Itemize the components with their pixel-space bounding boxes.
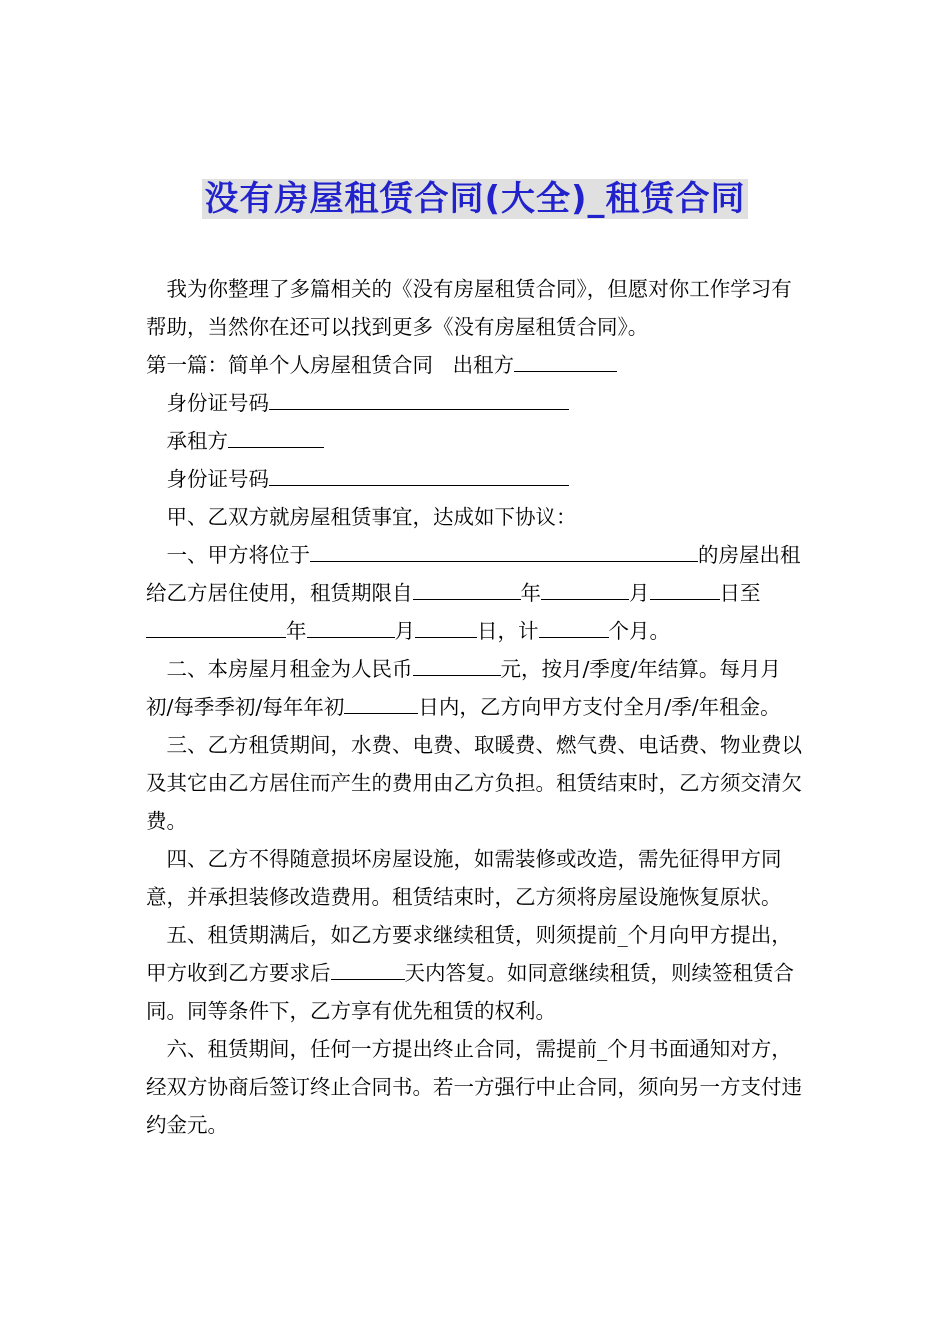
id-blank-1[interactable]	[269, 387, 569, 410]
end-year-blank[interactable]	[146, 615, 286, 638]
lessee-blank[interactable]	[228, 425, 324, 448]
address-blank[interactable]	[310, 539, 698, 562]
clause-1-year-2: 年	[286, 619, 307, 643]
clause-1-month-2: 月	[394, 619, 415, 643]
clause-1-day-2: 日，计	[477, 619, 539, 643]
lessee-label: 承租方	[166, 429, 228, 453]
section-heading-line	[146, 346, 808, 384]
agreement-line: 甲、乙双方就房屋租赁事宜，达成如下协议：	[166, 505, 577, 529]
months-blank[interactable]	[539, 615, 609, 638]
clause-1-day-1: 日至	[719, 581, 761, 605]
id-line-2	[146, 460, 808, 498]
intro-paragraph: 我为你整理了多篇相关的《没有房屋租赁合同》，但愿对你工作学习有帮助，当然你在还可以找到更多《没有房屋租赁合同》。	[146, 277, 792, 339]
start-month-blank[interactable]	[541, 577, 629, 600]
document-title-text: 没有房屋租赁合同(大全)_租赁合同	[204, 179, 746, 219]
start-year-blank[interactable]	[413, 577, 521, 600]
id-label-2: 身份证号码	[166, 467, 269, 491]
clause-2	[146, 650, 808, 726]
clause-5-text-b: 天内答复。如同意继续租赁，则续签租赁合同。同等条件下，乙方享有优先租赁的权利。	[146, 961, 794, 1023]
clause-5	[146, 916, 808, 1030]
clause-2-text-c: 日内，乙方向甲方支付全月/季/年租金。	[418, 695, 781, 719]
document-body	[146, 270, 808, 1144]
clause-2-text-b: 元，按月/季度/年结算。每月月初/每季季初/每年年初	[146, 657, 781, 719]
id-line-1	[146, 384, 808, 422]
clause-6: 六、租赁期间，任何一方提出终止合同，需提前_个月书面通知对方，经双方协商后签订终止合同书。若一方强行中止合同，须向另一方支付违约金元。	[146, 1037, 802, 1137]
clause-1-end: 个月。	[608, 619, 670, 643]
rent-blank[interactable]	[413, 653, 501, 676]
clause-1	[146, 536, 808, 650]
payment-days-blank[interactable]	[344, 691, 418, 714]
clause-4: 四、乙方不得随意损坏房屋设施，如需装修或改造，需先征得甲方同意，并承担装修改造费用。租赁结束时，乙方须将房屋设施恢复原状。	[146, 847, 782, 909]
lessee-line	[146, 422, 808, 460]
id-blank-2[interactable]	[269, 463, 569, 486]
clause-1-month-1: 月	[629, 581, 650, 605]
lessor-label: 出租方	[452, 353, 515, 377]
document-title	[0, 176, 950, 222]
end-month-blank[interactable]	[307, 615, 395, 638]
start-day-blank[interactable]	[650, 577, 720, 600]
section-heading: 第一篇：简单个人房屋租赁合同	[146, 353, 433, 377]
clause-3: 三、乙方租赁期间，水费、电费、取暖费、燃气费、电话费、物业费以及其它由乙方居住而产生的费用由乙方负担。租赁结束时，乙方须交清欠费。	[146, 733, 802, 833]
lessor-blank[interactable]	[514, 349, 617, 372]
id-label-1: 身份证号码	[166, 391, 269, 415]
clause-5-text-a: 五、租赁期满后，如乙方要求继续租赁，则须提前_个月向甲方提出，甲方收到乙方要求后	[146, 923, 792, 985]
clause-1-year-1: 年	[520, 581, 541, 605]
clause-2-text-a: 二、本房屋月租金为人民币	[166, 657, 413, 681]
end-day-blank[interactable]	[415, 615, 477, 638]
clause-1-text-b: 的房屋出租给乙方居住使用，租赁期限自	[146, 543, 801, 605]
clause-1-text-a: 一、甲方将位于	[166, 543, 310, 567]
reply-days-blank[interactable]	[331, 957, 405, 980]
